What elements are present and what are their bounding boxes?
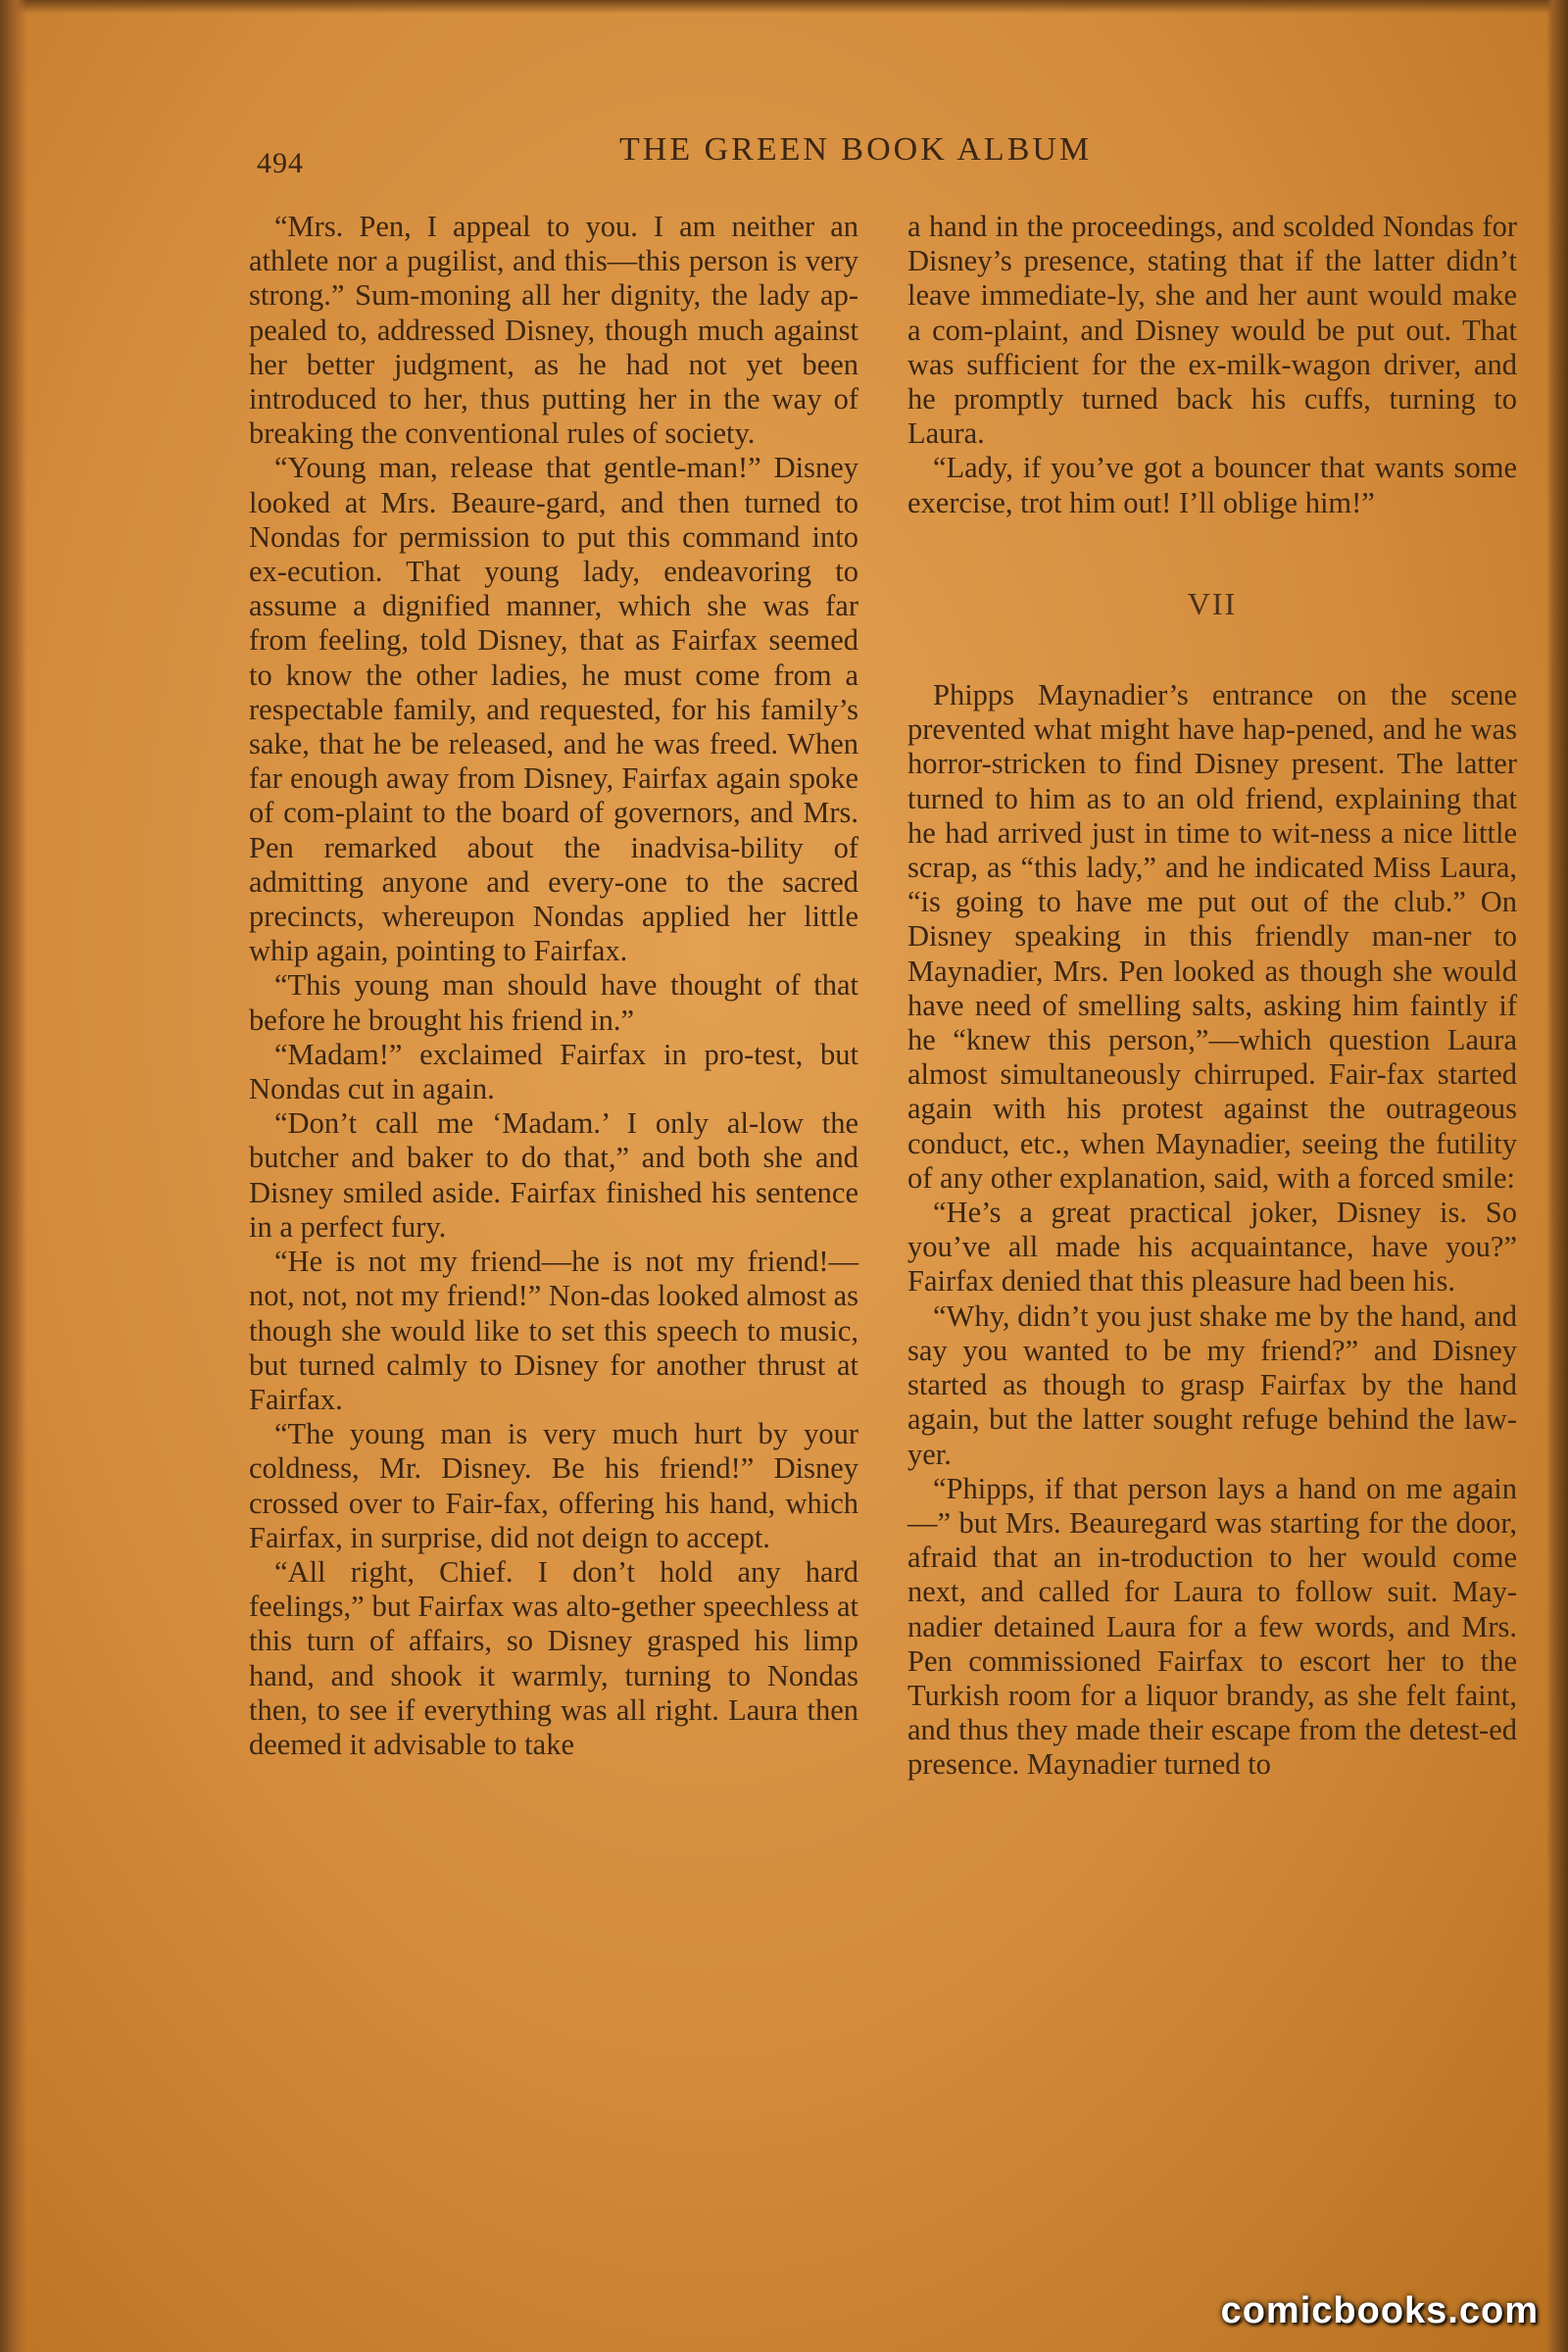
page-number: 494 [257,147,304,179]
paragraph: Phipps Maynadier’s entrance on the scene prevented what might have hap-pened, and he was horror-stricken to find Disney present. The latter turned to him as to an old friend, explaining that he had arrived just in time to wit-ness a nice little scrap, as “this lady,” and he indicated Miss Laura, “is going to have me put out of the club.” On Disney speaking in this friendly man-ner to Maynadier, Mrs. Pen looked as though she would have need of smelling salts, asking him faintly if he “knew this person,”—which question Laura almost simultaneously chirruped. Fair-fax started again with his protest against the outrageous conduct, etc., when Maynadier, seeing the futility of any other explanation, said, with a forced smile: [907,678,1517,1195]
page-header [257,129,1178,178]
paragraph-continuation: a hand in the proceedings, and scolded Nondas for Disney’s presence, stating that if the latter didn’t leave immediate-ly, she and her aunt would make a com-plaint, and Disney would be put out. That was sufficient for the ex-milk-wagon driver, and he promptly turned back his cuffs, turning to Laura. [907,210,1517,451]
watermark: comicbooks.com [1220,2290,1539,2331]
paragraph: “Don’t call me ‘Madam.’ I only al-low the butcher and baker to do that,” and both she and Disney smiled aside. Fairfax finished his sentence in a perfect fury. [249,1106,858,1244]
running-head: THE GREEN BOOK ALBUM [619,131,1093,168]
paragraph: “Madam!” exclaimed Fairfax in pro-test, but Nondas cut in again. [249,1037,858,1106]
paragraph: “He is not my friend—he is not my friend!—not, not, not my friend!” Non-das looked almost as though she would like to set this speech to music, but turned calmly to Disney for another thrust at Fairfax. [249,1245,858,1416]
paragraph: “Young man, release that gentle-man!” Disney looked at Mrs. Beaure-gard, and then turned to Nondas for permission to put this command into ex-ecution. That young lady, endeavoring to assume a dignified manner, which she was far from feeling, told Disney, that as Fairfax seemed to know the other ladies, he must come from a respectable family, and requested, for his family’s sake, that he be released, and he was freed. When far enough away from Disney, Fairfax again spoke of com-plaint to the board of governors, and Mrs. Pen remarked about the inadvisa-bility of admitting anyone and every-one to the sacred precincts, whereupon Nondas applied her little whip again, pointing to Fairfax. [249,451,858,968]
page-shadow-top [0,0,1568,14]
right-column [907,210,1517,1783]
paragraph: “Lady, if you’ve got a bouncer that wants some exercise, trot him out! I’ll oblige him!” [907,451,1517,519]
paragraph: “This young man should have thought of that before he brought his friend in.” [249,968,858,1037]
paragraph: “Why, didn’t you just shake me by the hand, and say you wanted to be my friend?” and Disney started as though to grasp Fairfax by the hand again, but the latter sought refuge behind the law-yer. [907,1298,1517,1471]
paragraph: “All right, Chief. I don’t hold any hard feelings,” but Fairfax was alto-gether speechless at this turn of affairs, so Disney grasped his limp hand, and shook it warmly, turning to Nondas then, to see if everything was all right. Laura then deemed it advisable to take [249,1554,858,1761]
page-outer-edge [1546,0,1568,2352]
paragraph: “He’s a great practical joker, Disney is. So you’ve all made his acquaintance, have you?” Fairfax denied that this pleasure had been his. [907,1196,1517,1298]
section-heading: VII [1187,585,1238,621]
paragraph: “Phipps, if that person lays a hand on me again—” but Mrs. Beauregard was starting for the door, afraid that an in-troduction to her would come next, and called for Laura to follow suit. May-nadier detained Laura for a few words, and Mrs. Pen commissioned Fairfax to escort her to the Turkish room for a liquor brandy, as she felt faint, and thus they made their escape from the detest-ed presence. Maynadier turned to [907,1471,1517,1782]
left-column [249,210,858,1762]
page-binding-edge [0,0,27,2352]
paragraph: “Mrs. Pen, I appeal to you. I am neither an athlete nor a pugilist, and this—this person is very strong.” Sum-moning all her dignity, the lady ap-pealed to, addressed Disney, though much against her better judgment, as he had not yet been introduced to her, thus putting her in the way of breaking the conventional rules of society. [249,210,858,451]
paragraph: “The young man is very much hurt by your coldness, Mr. Disney. Be his friend!” Disney crossed over to Fair-fax, offering his hand, which Fairfax, in surprise, did not deign to accept. [249,1417,858,1554]
